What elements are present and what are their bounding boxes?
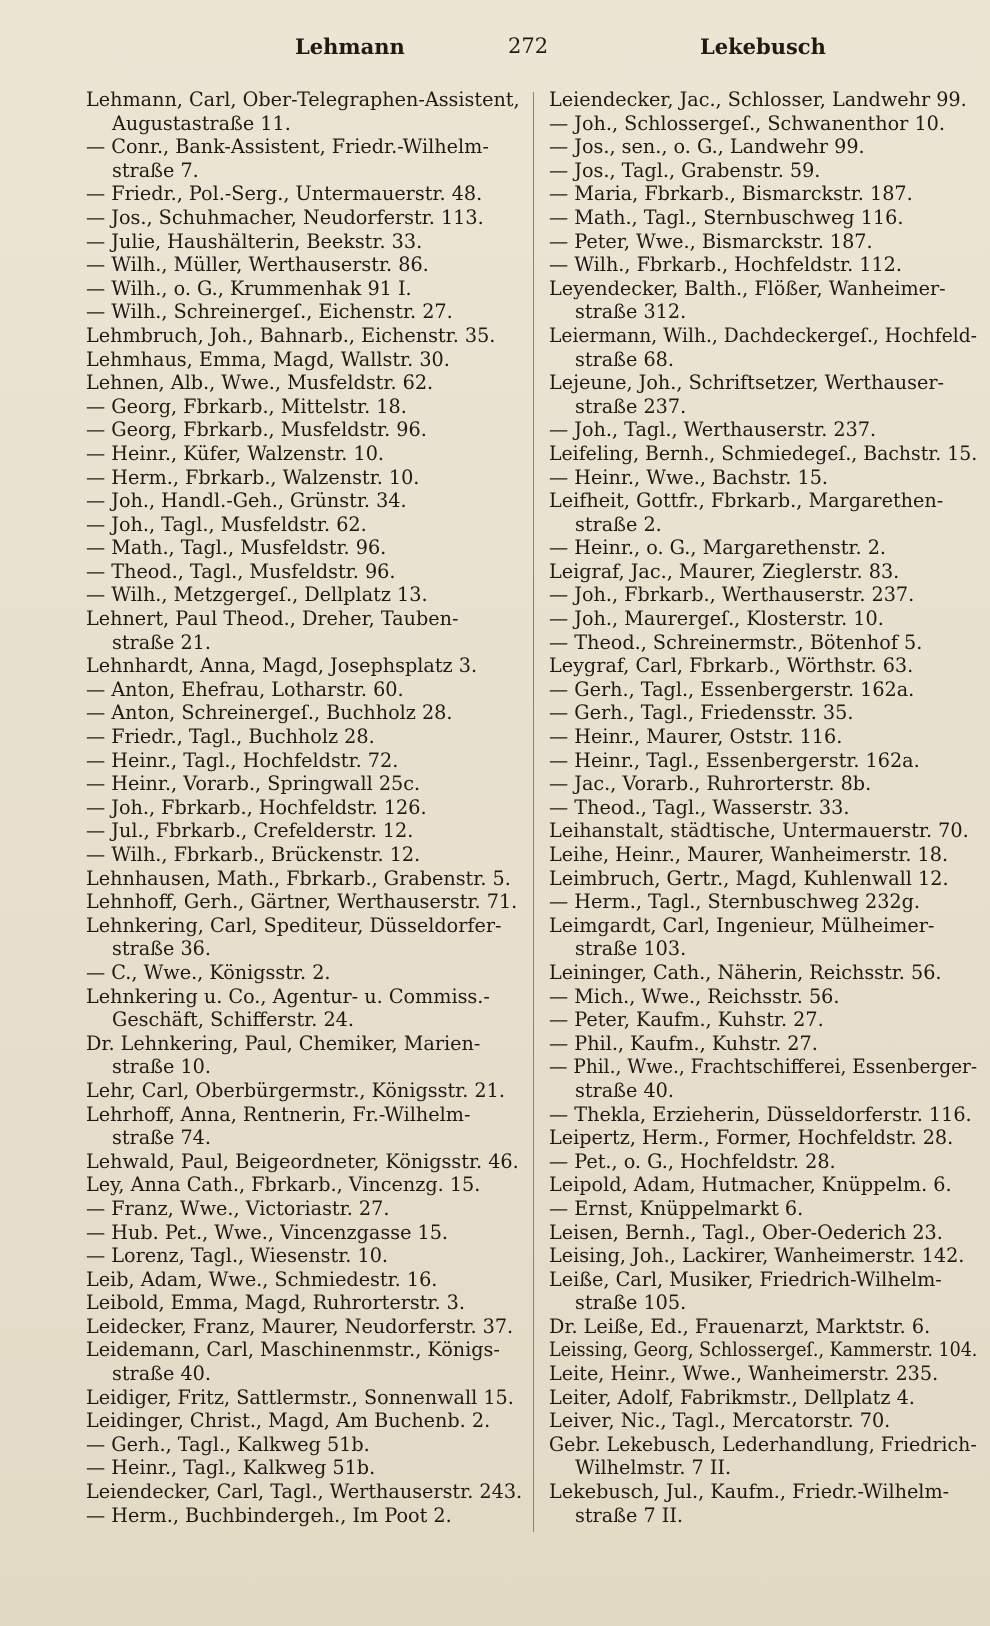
directory-entry <box>86 772 526 796</box>
directory-entry <box>86 583 526 607</box>
entry-text: — Theod., Schreinermstr., Bötenhof 5. <box>549 630 923 654</box>
entry-continuation: straße 103. <box>575 937 687 961</box>
entry-continuation: straße 10. <box>112 1055 211 1079</box>
entry-text: — Wilh., o. G., Krummenhak 91 I. <box>86 276 412 300</box>
column-divider <box>533 92 534 1532</box>
directory-entry <box>86 206 526 230</box>
entry-text: — Mich., Wwe., Reichsstr. 56. <box>549 984 840 1008</box>
entry-text: — Wilh., Müller, Werthauserstr. 86. <box>86 253 429 277</box>
entry-text: — Friedr., Tagl., Buchholz 28. <box>86 725 375 749</box>
entry-text: Lehnhausen, Math., Fbrkarb., Grabenstr. 5. <box>86 866 511 890</box>
entry-text: — Heinr., Maurer, Oststr. 116. <box>549 725 843 749</box>
entry-text: — Joh., Tagl., Werthauserstr. 237. <box>549 418 877 442</box>
entry-text: — Heinr., o. G., Margarethenstr. 2. <box>549 536 886 560</box>
entry-text: Dr. Lehnkering, Paul, Chemiker, Marien- <box>86 1031 481 1055</box>
entry-text: Leidiger, Fritz, Sattlermstr., Sonnenwall 15. <box>86 1385 514 1409</box>
directory-entry <box>549 442 977 466</box>
entry-text: Leidecker, Franz, Maurer, Neudorferstr. 37. <box>86 1314 514 1338</box>
entry-text: Leifheit, Gottfr., Fbrkarb., Margarethen- <box>549 489 944 513</box>
entry-text: — Hub. Pet., Wwe., Vincenzgasse 15. <box>86 1220 449 1244</box>
directory-entry <box>86 749 526 773</box>
directory-entry <box>86 348 526 372</box>
entry-text: — Heinr., Tagl., Essenbergerstr. 162a. <box>549 748 920 772</box>
directory-entry <box>86 890 526 914</box>
entry-text: Lehnen, Alb., Wwe., Musfeldstr. 62. <box>86 371 434 395</box>
directory-entry <box>549 914 977 961</box>
entry-text: — Wilh., Schreinergeſ., Eichenstr. 27. <box>86 300 453 324</box>
directory-entry <box>86 466 526 490</box>
entry-text: — Joh., Handl.-Geh., Grünstr. 34. <box>86 489 407 513</box>
directory-entry <box>86 442 526 466</box>
entry-text: — Jos., Tagl., Grabenstr. 59. <box>549 158 821 182</box>
entry-continuation: straße 7 II. <box>575 1503 684 1527</box>
entry-continuation: straße 237. <box>575 394 687 418</box>
directory-entry <box>86 867 526 891</box>
entry-text: Leisen, Bernh., Tagl., Ober-Oederich 23. <box>549 1220 943 1244</box>
directory-entry <box>86 277 526 301</box>
directory-entry <box>549 985 977 1009</box>
entry-text: — Gerh., Tagl., Kalkweg 51b. <box>86 1432 370 1456</box>
entry-text: Leipold, Adam, Hutmacher, Knüppelm. 6. <box>549 1173 952 1197</box>
directory-entry <box>86 1456 526 1480</box>
entry-text: — Franz, Wwe., Victoriastr. 27. <box>86 1196 390 1220</box>
entry-text: Lejeune, Joh., Schriftsetzer, Werthauser- <box>549 371 944 395</box>
entry-text: — Theod., Tagl., Musfeldstr. 96. <box>86 559 396 583</box>
entry-text: — Joh., Fbrkarb., Hochfeldstr. 126. <box>86 795 427 819</box>
directory-entry <box>86 1079 526 1103</box>
entry-continuation: straße 2. <box>575 512 662 536</box>
entry-text: — Math., Tagl., Sternbuschweg 116. <box>549 205 904 229</box>
entry-text: — Math., Tagl., Musfeldstr. 96. <box>86 536 387 560</box>
directory-entry <box>549 1386 977 1410</box>
directory-entry <box>86 1433 526 1457</box>
entry-text: Leygraf, Carl, Fbrkarb., Wörthstr. 63. <box>549 654 914 678</box>
entry-text: — Julie, Haushälterin, Beekstr. 33. <box>86 229 423 253</box>
entry-text: — Heinr., Küfer, Walzenstr. 10. <box>86 441 385 465</box>
directory-entry <box>86 1504 526 1528</box>
directory-entry <box>549 1173 977 1197</box>
entry-text: — Phil., Wwe., Frachtschifferei, Essenberger- <box>549 1055 978 1079</box>
directory-entry <box>86 513 526 537</box>
entry-text: — Jul., Fbrkarb., Crefelderstr. 12. <box>86 819 414 843</box>
entry-text: Leiver, Nic., Tagl., Mercatorstr. 70. <box>549 1409 891 1433</box>
entry-text: Leidemann, Carl, Maschinenmstr., Königs- <box>86 1338 500 1362</box>
entry-text: — Peter, Kaufm., Kuhstr. 27. <box>549 1008 824 1032</box>
entry-continuation: straße 40. <box>575 1078 674 1102</box>
entry-continuation: straße 21. <box>112 630 211 654</box>
directory-entry <box>549 843 977 867</box>
entry-text: — Anton, Schreinergeſ., Buchholz 28. <box>86 701 453 725</box>
entry-text: Leininger, Cath., Näherin, Reichsstr. 56. <box>549 960 942 984</box>
entry-text: Leiermann, Wilh., Dachdeckergeſ., Hochfeld- <box>549 323 977 347</box>
directory-entry <box>549 135 977 159</box>
directory-entry <box>549 1268 977 1315</box>
directory-entry <box>549 277 977 324</box>
directory-entry <box>86 1173 526 1197</box>
directory-entry <box>86 1244 526 1268</box>
directory-entry <box>86 1409 526 1433</box>
entry-text: Leibold, Emma, Magd, Ruhrorterstr. 3. <box>86 1291 465 1315</box>
entry-text: — Joh., Maurergeſ., Klosterstr. 10. <box>549 607 884 631</box>
directory-entry <box>549 230 977 254</box>
directory-entry <box>86 843 526 867</box>
directory-entry <box>86 1291 526 1315</box>
entry-text: — Herm., Tagl., Sternbuschweg 232g. <box>549 890 920 914</box>
directory-entry <box>86 1480 526 1504</box>
directory-entry <box>549 749 977 773</box>
entry-text: Lehmbruch, Joh., Bahnarb., Eichenstr. 35. <box>86 323 496 347</box>
entry-text: Lehnkering, Carl, Spediteur, Düsseldorfer- <box>86 913 502 937</box>
entry-text: — Wilh., Fbrkarb., Hochfeldstr. 112. <box>549 253 902 277</box>
directory-entry <box>549 253 977 277</box>
entry-text: Leimgardt, Carl, Ingenieur, Mülheimer- <box>549 913 935 937</box>
directory-entry <box>86 395 526 419</box>
directory-entry <box>549 961 977 985</box>
directory-entry <box>549 1338 977 1362</box>
directory-entry <box>549 890 977 914</box>
entry-continuation: straße 7. <box>112 158 199 182</box>
entry-text: Lehnhoff, Gerh., Gärtner, Werthauserstr. 71. <box>86 890 518 914</box>
entry-continuation: straße 40. <box>112 1362 211 1386</box>
directory-entry <box>86 1315 526 1339</box>
directory-entry <box>549 466 977 490</box>
entry-text: Lehmhaus, Emma, Magd, Wallstr. 30. <box>86 347 450 371</box>
directory-entry <box>86 560 526 584</box>
entry-continuation: straße 312. <box>575 300 687 324</box>
entry-text: — Peter, Wwe., Bismarckstr. 187. <box>549 229 873 253</box>
directory-entry <box>549 489 977 536</box>
entry-text: — Friedr., Pol.-Serg., Untermauerstr. 48. <box>86 182 483 206</box>
directory-entry <box>549 867 977 891</box>
directory-entry <box>549 1409 977 1433</box>
entry-text: — Heinr., Tagl., Kalkweg 51b. <box>86 1456 376 1480</box>
entry-continuation: Geschäft, Schifferstr. 24. <box>112 1008 354 1032</box>
entry-continuation: Augustastraße 11. <box>112 111 291 135</box>
directory-entry <box>86 985 526 1032</box>
entry-text: — Joh., Fbrkarb., Werthauserstr. 237. <box>549 583 915 607</box>
directory-entry <box>86 418 526 442</box>
entry-text: — Phil., Kaufm., Kuhstr. 27. <box>549 1031 818 1055</box>
directory-entry <box>86 324 526 348</box>
entry-text: Ley, Anna Cath., Fbrkarb., Vincenzg. 15. <box>86 1173 481 1197</box>
entry-text: Leigraf, Jac., Maurer, Zieglerstr. 83. <box>549 559 900 583</box>
entry-text: Leiter, Adolf, Fabrikmstr., Dellplatz 4. <box>549 1385 915 1409</box>
entry-text: — Jos., sen., o. G., Landwehr 99. <box>549 135 865 159</box>
entry-text: — Lorenz, Tagl., Wiesenstr. 10. <box>86 1244 389 1268</box>
header-left-name: Lehmann <box>295 34 405 59</box>
entry-text: — Theod., Tagl., Wasserstr. 33. <box>549 795 850 819</box>
entry-text: — Georg, Fbrkarb., Mittelstr. 18. <box>86 394 407 418</box>
entry-text: — Maria, Fbrkarb., Bismarckstr. 187. <box>549 182 913 206</box>
entry-continuation: straße 74. <box>112 1126 211 1150</box>
entry-text: Dr. Leiße, Ed., Frauenarzt, Marktstr. 6. <box>549 1314 931 1338</box>
directory-entry <box>86 489 526 513</box>
directory-entry <box>86 536 526 560</box>
directory-entry <box>549 631 977 655</box>
directory-entry <box>549 725 977 749</box>
directory-entry <box>549 182 977 206</box>
directory-entry <box>86 88 526 135</box>
directory-entry <box>86 725 526 749</box>
directory-entry <box>549 324 977 371</box>
entry-text: Lehnkering u. Co., Agentur- u. Commiss.- <box>86 984 490 1008</box>
entry-text: Leite, Heinr., Wwe., Wanheimerstr. 235. <box>549 1362 939 1386</box>
directory-entry <box>549 560 977 584</box>
directory-entry <box>86 135 526 182</box>
entry-text: — Anton, Ehefrau, Lotharstr. 60. <box>86 677 404 701</box>
directory-entry <box>549 583 977 607</box>
directory-entry <box>549 1150 977 1174</box>
directory-entry <box>549 701 977 725</box>
entry-text: Lehwald, Paul, Beigeordneter, Königsstr. 46. <box>86 1149 519 1173</box>
directory-entry <box>86 371 526 395</box>
right-column <box>549 88 977 1527</box>
header-right-name: Lekebusch <box>700 34 826 59</box>
directory-entry <box>86 1032 526 1079</box>
directory-entry <box>86 914 526 961</box>
entry-text: Lehrhoff, Anna, Rentnerin, Fr.-Wilhelm- <box>86 1102 471 1126</box>
directory-entry <box>549 1126 977 1150</box>
entry-text: Leissing, Georg, Schlossergeſ., Kammerstr. 104. <box>549 1338 978 1362</box>
directory-entry <box>86 1221 526 1245</box>
entry-text: — Jos., Schuhmacher, Neudorferstr. 113. <box>86 205 484 229</box>
entry-text: Lekebusch, Jul., Kaufm., Friedr.-Wilhelm- <box>549 1480 950 1504</box>
entry-text: — C., Wwe., Königsstr. 2. <box>86 960 331 984</box>
entry-text: Leihe, Heinr., Maurer, Wanheimerstr. 18. <box>549 843 949 866</box>
entry-text: — Wilh., Fbrkarb., Brückenstr. 12. <box>86 843 421 866</box>
directory-entry <box>549 654 977 678</box>
entry-text: — Georg, Fbrkarb., Musfeldstr. 96. <box>86 418 427 442</box>
entry-continuation: straße 68. <box>575 347 674 371</box>
directory-entry <box>549 607 977 631</box>
directory-entry <box>549 678 977 702</box>
directory-entry <box>549 1433 977 1480</box>
entry-text: Leipertz, Herm., Former, Hochfeldstr. 28. <box>549 1126 954 1150</box>
entry-text: — Heinr., Vorarb., Springwall 25c. <box>86 772 421 796</box>
entry-text: — Gerh., Tagl., Friedensstr. 35. <box>549 701 854 725</box>
directory-entry <box>549 1244 977 1268</box>
directory-entry <box>86 819 526 843</box>
entry-text: — Joh., Schlossergeſ., Schwanenthor 10. <box>549 111 945 135</box>
directory-entry <box>549 536 977 560</box>
directory-entry <box>549 112 977 136</box>
entry-text: — Wilh., Metzgergeſ., Dellplatz 13. <box>86 583 428 607</box>
directory-entry <box>86 607 526 654</box>
directory-entry <box>86 678 526 702</box>
directory-entry <box>86 1197 526 1221</box>
entry-text: Leimbruch, Gertr., Magd, Kuhlenwall 12. <box>549 866 949 890</box>
directory-entry <box>86 961 526 985</box>
directory-entry <box>86 230 526 254</box>
entry-text: — Herm., Fbrkarb., Walzenstr. 10. <box>86 465 420 489</box>
directory-entry <box>549 1032 977 1056</box>
entry-text: Leidinger, Christ., Magd, Am Buchenb. 2. <box>86 1409 491 1433</box>
directory-entry <box>86 1150 526 1174</box>
directory-entry <box>549 796 977 820</box>
entry-text: — Heinr., Tagl., Hochfeldstr. 72. <box>86 748 399 772</box>
entry-text: — Pet., o. G., Hochfeldstr. 28. <box>549 1149 836 1173</box>
entry-text: — Thekla, Erzieherin, Düsseldorferstr. 116. <box>549 1102 972 1126</box>
entry-text: — Heinr., Wwe., Bachstr. 15. <box>549 465 829 489</box>
entry-text: — Jac., Vorarb., Ruhrorterstr. 8b. <box>549 772 872 796</box>
entry-text: — Conr., Bank-Assistent, Friedr.-Wilhelm- <box>86 135 489 159</box>
entry-text: Leiße, Carl, Musiker, Friedrich-Wilhelm- <box>549 1267 942 1291</box>
directory-entry <box>86 1338 526 1385</box>
entry-text: — Gerh., Tagl., Essenbergerstr. 162a. <box>549 677 915 701</box>
directory-entry <box>549 418 977 442</box>
entry-text: Leyendecker, Balth., Flößer, Wanheimer- <box>549 276 946 300</box>
directory-entry <box>549 1103 977 1127</box>
entry-text: — Herm., Buchbindergeh., Im Poot 2. <box>86 1503 452 1527</box>
entry-text: Leifeling, Bernh., Schmiedegeſ., Bachstr. 15. <box>549 441 978 465</box>
entry-continuation: Wilhelmstr. 7 II. <box>575 1456 732 1480</box>
entry-text: Lehnert, Paul Theod., Dreher, Tauben- <box>86 607 459 631</box>
directory-entry <box>86 1103 526 1150</box>
entry-continuation: straße 105. <box>575 1291 687 1315</box>
directory-entry <box>549 1362 977 1386</box>
directory-entry <box>549 1197 977 1221</box>
entry-continuation: straße 36. <box>112 937 211 961</box>
page-header <box>0 34 990 70</box>
directory-entry <box>549 159 977 183</box>
directory-entry <box>549 88 977 112</box>
directory-entry <box>549 1221 977 1245</box>
directory-entry <box>549 1315 977 1339</box>
entry-text: Leiendecker, Jac., Schlosser, Landwehr 99. <box>549 88 967 111</box>
directory-entry <box>549 1008 977 1032</box>
directory-entry <box>549 1480 977 1527</box>
page-number: 272 <box>508 34 549 58</box>
directory-entry <box>86 796 526 820</box>
directory-entry <box>549 206 977 230</box>
entry-text: Leising, Joh., Lackirer, Wanheimerstr. 142. <box>549 1244 965 1268</box>
entry-text: Leib, Adam, Wwe., Schmiedestr. 16. <box>86 1267 438 1291</box>
directory-entry <box>549 772 977 796</box>
directory-entry <box>86 654 526 678</box>
entry-text: — Joh., Tagl., Musfeldstr. 62. <box>86 512 367 536</box>
directory-entry <box>86 300 526 324</box>
entry-text: Lehmann, Carl, Ober-Telegraphen-Assistent, <box>86 88 520 111</box>
left-column <box>86 88 526 1527</box>
directory-entry <box>86 701 526 725</box>
entry-text: Leiendecker, Carl, Tagl., Werthauserstr. 243. <box>86 1480 523 1504</box>
directory-entry <box>549 819 977 843</box>
entry-text: Lehnhardt, Anna, Magd, Josephsplatz 3. <box>86 654 478 678</box>
directory-entry <box>549 371 977 418</box>
directory-entry <box>86 1386 526 1410</box>
entry-text: — Ernst, Knüppelmarkt 6. <box>549 1196 804 1220</box>
entry-text: Gebr. Lekebusch, Lederhandlung, Friedrich- <box>549 1432 977 1456</box>
entry-text: Lehr, Carl, Oberbürgermstr., Königsstr. 21. <box>86 1078 505 1102</box>
directory-entry <box>86 253 526 277</box>
directory-entry <box>86 1268 526 1292</box>
entry-text: Leihanstalt, städtische, Untermauerstr. 70. <box>549 819 969 843</box>
directory-entry <box>549 1055 977 1102</box>
directory-entry <box>86 182 526 206</box>
